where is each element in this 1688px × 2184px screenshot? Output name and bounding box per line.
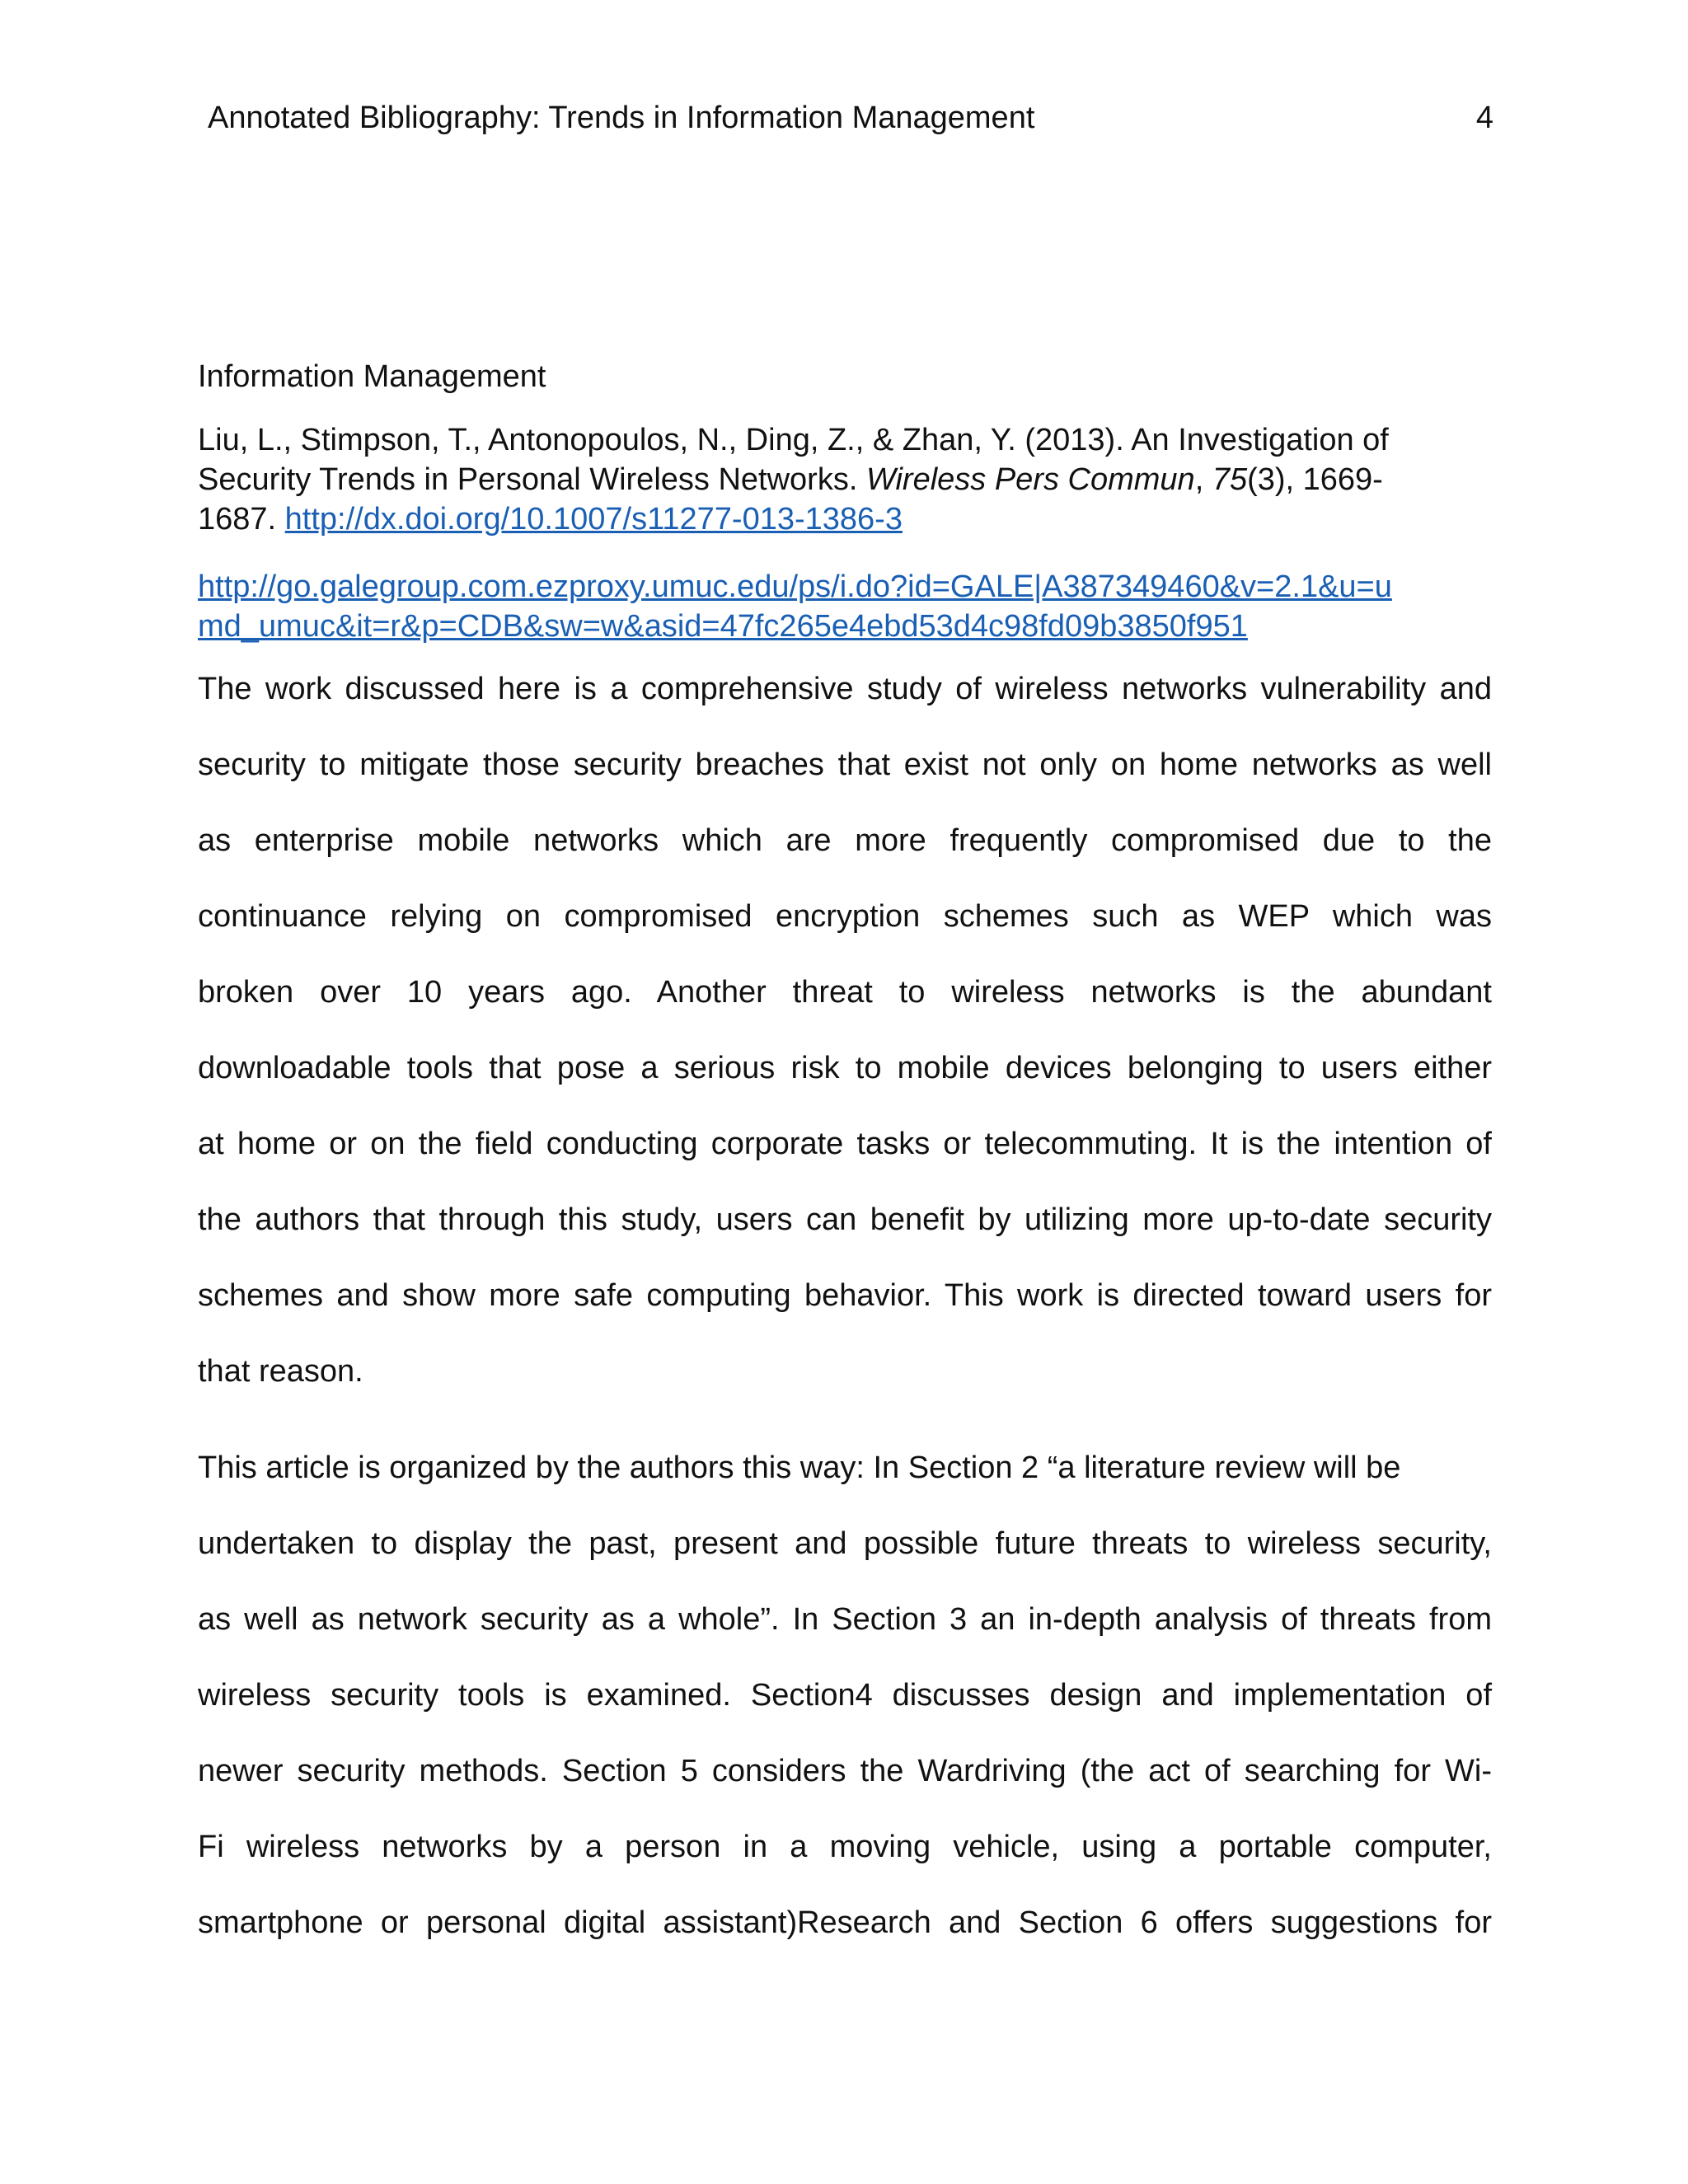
citation-comma: ,: [1194, 462, 1212, 497]
header-title: Annotated Bibliography: Trends in Information Management: [208, 101, 1035, 135]
citation-line-1: Liu, L., Stimpson, T., Antonopoulos, N., Ding, Z., & Zhan, Y. (2013). An Investigation of: [198, 423, 1389, 457]
paragraph-line: downloadable tools that pose a serious risk to mobile devices belonging to users either: [198, 1051, 1492, 1085]
paragraph-line: This article is organized by the authors this way: In Section 2 “a literature review will be: [198, 1451, 1401, 1485]
page-header: [208, 97, 1493, 138]
paragraph-line: undertaken to display the past, present and possible future threats to wireless security,: [198, 1526, 1492, 1561]
paragraph-line: at home or on the field conducting corporate tasks or telecommuting. It is the intention of: [198, 1127, 1492, 1161]
summary-paragraph: [198, 651, 1492, 1409]
paragraph-line: wireless security tools is examined. Section4 discusses design and implementation of: [198, 1678, 1492, 1713]
section-heading: Information Management: [198, 359, 546, 394]
paragraph-line: security to mitigate those security breaches that exist not only on home networks as well: [198, 748, 1492, 782]
paragraph-line: Fi wireless networks by a person in a moving vehicle, using a portable computer,: [198, 1830, 1492, 1864]
citation-line-3: [198, 499, 1500, 539]
citation: [198, 420, 1500, 539]
paragraph-line: that reason.: [198, 1354, 363, 1389]
paragraph-line: the authors that through this study, users can benefit by utilizing more up-to-date security: [198, 1202, 1492, 1237]
page-number: 4: [1475, 101, 1493, 135]
paragraph-line: as well as network security as a whole”. In Section 3 an in-depth analysis of threats from: [198, 1602, 1492, 1637]
doi-link[interactable]: http://dx.doi.org/10.1007/s11277-013-1386-3: [284, 502, 903, 537]
paragraph-line: broken over 10 years ago. Another threat to wireless networks is the abundant: [198, 975, 1492, 1010]
gale-link-line-1[interactable]: http://go.galegroup.com.ezproxy.umuc.edu/ps/i.do?id=GALE|A387349460&v=2.1&u=u: [198, 569, 1392, 604]
citation-journal: Wireless Pers Commun: [865, 462, 1195, 497]
citation-line-2: [198, 460, 1500, 499]
citation-volume: 75: [1212, 462, 1248, 497]
paragraph-line: smartphone or personal digital assistant)Research and Section 6 offers suggestions for: [198, 1905, 1492, 1940]
gale-link-line-2[interactable]: md_umuc&it=r&p=CDB&sw=w&asid=47fc265e4ebd53d4c98fd09b3850f951: [198, 609, 1248, 644]
paragraph-line: as enterprise mobile networks which are more frequently compromised due to the: [198, 823, 1492, 858]
structure-paragraph: [198, 1430, 1492, 1961]
citation-issue-pages: (3), 1669-: [1247, 462, 1383, 497]
paragraph-line: continuance relying on compromised encryption schemes such as WEP which was: [198, 899, 1492, 934]
citation-title-cont: Security Trends in Personal Wireless Networks.: [198, 462, 866, 497]
paragraph-line: The work discussed here is a comprehensive study of wireless networks vulnerability and: [198, 672, 1492, 706]
citation-pages-end: 1687.: [198, 502, 285, 537]
paragraph-line: schemes and show more safe computing behavior. This work is directed toward users for: [198, 1278, 1492, 1313]
paragraph-line: newer security methods. Section 5 considers the Wardriving (the act of searching for Wi-: [198, 1754, 1492, 1788]
gale-link[interactable]: [198, 567, 1517, 646]
